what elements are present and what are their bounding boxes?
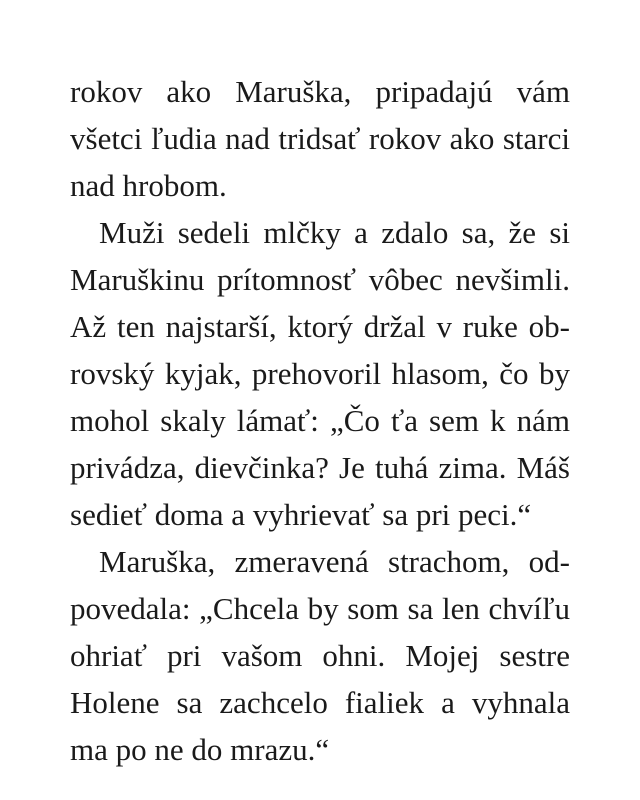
- text-line: rovský kyjak, prehovoril hlasom, čo by: [70, 356, 570, 391]
- paragraph-1: [70, 68, 570, 209]
- text-line: Muži sedeli mlčky a zdalo sa, že si: [99, 215, 570, 250]
- paragraph-3: [70, 538, 570, 773]
- text-line: povedala: „Chcela by som sa len chvíľu: [70, 591, 570, 626]
- text-line: Až ten najstarší, ktorý držal v ruke ob-: [70, 309, 570, 344]
- text-line: Holene sa zachcelo fialiek a vyhnala: [70, 685, 570, 720]
- text-line: sedieť doma a vyhrievať sa pri peci.“: [70, 497, 532, 532]
- text-line: privádza, dievčinka? Je tuhá zima. Máš: [70, 450, 570, 485]
- text-line: mohol skaly lámať: „Čo ťa sem k nám: [70, 403, 570, 438]
- text-line: všetci ľudia nad tridsať rokov ako starci: [70, 121, 570, 156]
- text-line: Maruška, zmeravená strachom, od-: [99, 544, 570, 579]
- text-line: ma po ne do mrazu.“: [70, 732, 330, 767]
- text-line: ohriať pri vašom ohni. Mojej sestre: [70, 638, 570, 673]
- paragraph-2: [70, 209, 570, 538]
- body-text: [70, 68, 570, 773]
- text-line: rokov ako Maruška, pripadajú vám: [70, 74, 570, 109]
- text-line: nad hrobom.: [70, 168, 227, 203]
- text-line: Maruškinu prítomnosť vôbec nevšimli.: [70, 262, 570, 297]
